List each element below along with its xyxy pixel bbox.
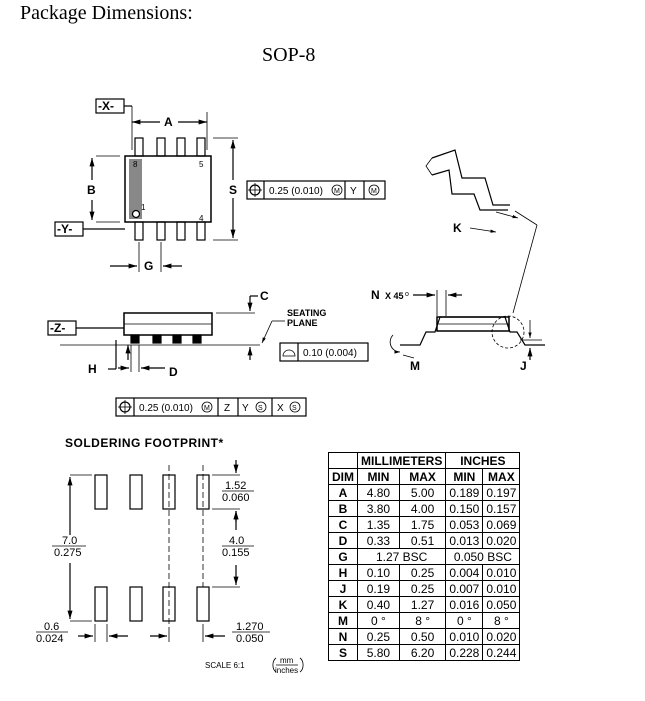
dim-06-mm: 0.6 bbox=[44, 621, 60, 633]
label-s: S bbox=[229, 183, 238, 197]
value-cell: 0.25 bbox=[358, 629, 400, 645]
bottom-frame-d3: X bbox=[277, 403, 284, 414]
value-cell: 1.27 bbox=[399, 597, 445, 613]
dim-cell: J bbox=[329, 581, 358, 597]
dim-127-in: 0.050 bbox=[236, 633, 264, 645]
bottom-frame-d1: Z bbox=[224, 403, 231, 414]
label-g: G bbox=[144, 259, 154, 273]
table-row bbox=[329, 581, 520, 597]
label-m: M bbox=[410, 359, 420, 373]
value-cell: 0.010 bbox=[483, 565, 520, 581]
value-cell: 0.010 bbox=[446, 629, 483, 645]
table-row bbox=[329, 549, 520, 565]
value-cell: 0.10 bbox=[358, 565, 400, 581]
value-cell: 3.80 bbox=[358, 501, 400, 517]
pin8-label: 8 bbox=[133, 160, 138, 169]
header-in-max: MAX bbox=[483, 469, 520, 485]
value-cell: 0.020 bbox=[483, 629, 520, 645]
label-n-suffix: X 45 bbox=[385, 291, 404, 301]
svg-text:M: M bbox=[371, 188, 377, 195]
label-j: J bbox=[520, 359, 527, 373]
value-cell: 0.053 bbox=[446, 517, 483, 533]
value-cell: 4.00 bbox=[399, 501, 445, 517]
top-view bbox=[55, 99, 385, 272]
label-a: A bbox=[164, 115, 173, 129]
value-cell: 0 ° bbox=[446, 613, 483, 629]
unit-inches: inches bbox=[275, 666, 299, 675]
label-c: C bbox=[260, 289, 269, 303]
table-row bbox=[329, 517, 520, 533]
value-cell: 0.25 bbox=[399, 581, 445, 597]
value-cell: 0.020 bbox=[483, 533, 520, 549]
seating-plane-2: PLANE bbox=[287, 318, 318, 328]
dim-cell: K bbox=[329, 597, 358, 613]
datum-x-label: -X- bbox=[98, 99, 114, 113]
value-cell: 1.27 BSC bbox=[358, 549, 446, 565]
svg-text:M: M bbox=[204, 405, 210, 412]
value-cell: 6.20 bbox=[399, 645, 445, 661]
svg-text:M: M bbox=[334, 188, 340, 195]
table-row bbox=[329, 485, 520, 501]
datum-y-label: -Y- bbox=[57, 222, 73, 236]
value-cell: 0.013 bbox=[446, 533, 483, 549]
table-row bbox=[329, 597, 520, 613]
top-frame-tol: 0.25 (0.010) bbox=[269, 186, 323, 197]
bottom-frame-d2: Y bbox=[242, 403, 249, 414]
header-mm-min: MIN bbox=[358, 469, 400, 485]
value-cell: 0.228 bbox=[446, 645, 483, 661]
value-cell: 0.050 BSC bbox=[446, 549, 520, 565]
dim-70-mm: 7.0 bbox=[62, 535, 78, 547]
value-cell: 0.197 bbox=[483, 485, 520, 501]
value-cell: 0.25 bbox=[399, 565, 445, 581]
datum-z-label: -Z- bbox=[50, 321, 66, 335]
value-cell: 0.40 bbox=[358, 597, 400, 613]
value-cell: 0.189 bbox=[446, 485, 483, 501]
value-cell: 0.004 bbox=[446, 565, 483, 581]
dim-cell: D bbox=[329, 533, 358, 549]
dim-cell: M bbox=[329, 613, 358, 629]
dim-70-in: 0.275 bbox=[54, 547, 82, 559]
pin5-label: 5 bbox=[199, 160, 204, 169]
value-cell: 0.244 bbox=[483, 645, 520, 661]
table-row bbox=[329, 501, 520, 517]
label-n: N bbox=[371, 288, 380, 302]
header-mm-max: MAX bbox=[399, 469, 445, 485]
top-frame-datum: Y bbox=[350, 186, 357, 197]
svg-text:S: S bbox=[292, 405, 297, 412]
value-cell: 0.150 bbox=[446, 501, 483, 517]
dim-40-mm: 4.0 bbox=[229, 535, 245, 547]
pin4-label: 4 bbox=[199, 214, 204, 223]
table-row bbox=[329, 533, 520, 549]
value-cell: 0 ° bbox=[358, 613, 400, 629]
value-cell: 1.35 bbox=[358, 517, 400, 533]
end-view bbox=[390, 150, 545, 360]
footprint-title: SOLDERING FOOTPRINT* bbox=[65, 436, 224, 450]
label-d: D bbox=[169, 365, 178, 379]
value-cell: 0.069 bbox=[483, 517, 520, 533]
value-cell: 1.75 bbox=[399, 517, 445, 533]
dim-cell: N bbox=[329, 629, 358, 645]
scale-label: SCALE 6:1 bbox=[205, 661, 245, 670]
value-cell: 0.016 bbox=[446, 597, 483, 613]
dim-cell: G bbox=[329, 549, 358, 565]
bottom-frame-tol: 0.25 (0.010) bbox=[139, 403, 193, 414]
value-cell: 0.050 bbox=[483, 597, 520, 613]
table-row bbox=[329, 629, 520, 645]
label-b: B bbox=[87, 183, 96, 197]
dimension-table bbox=[328, 452, 520, 661]
dim-06-in: 0.024 bbox=[36, 633, 64, 645]
seating-plane-1: SEATING bbox=[287, 308, 327, 318]
svg-text:S: S bbox=[258, 405, 263, 412]
dim-152-in: 0.060 bbox=[222, 492, 250, 504]
dim-cell: C bbox=[329, 517, 358, 533]
dim-40-in: 0.155 bbox=[222, 547, 250, 559]
value-cell: 0.157 bbox=[483, 501, 520, 517]
dim-cell: B bbox=[329, 501, 358, 517]
value-cell: 0.33 bbox=[358, 533, 400, 549]
table-row bbox=[329, 613, 520, 629]
value-cell: 5.00 bbox=[399, 485, 445, 501]
value-cell: 0.51 bbox=[399, 533, 445, 549]
table-row bbox=[329, 645, 520, 661]
dim-152-mm: 1.52 bbox=[225, 480, 247, 492]
table-row bbox=[329, 565, 520, 581]
value-cell: 0.50 bbox=[399, 629, 445, 645]
svg-text:o: o bbox=[405, 291, 409, 298]
value-cell: 0.007 bbox=[446, 581, 483, 597]
header-millimeters: MILLIMETERS bbox=[358, 453, 446, 469]
value-cell: 8 ° bbox=[399, 613, 445, 629]
dim-127-mm: 1.270 bbox=[236, 621, 264, 633]
value-cell: 0.19 bbox=[358, 581, 400, 597]
page-heading: Package Dimensions: bbox=[20, 2, 193, 24]
header-inches: INCHES bbox=[446, 453, 520, 469]
label-h: H bbox=[88, 362, 97, 376]
value-cell: 5.80 bbox=[358, 645, 400, 661]
flatness-value: 0.10 (0.004) bbox=[303, 348, 357, 359]
header-dim: DIM bbox=[329, 469, 358, 485]
dim-cell: S bbox=[329, 645, 358, 661]
value-cell: 8 ° bbox=[483, 613, 520, 629]
package-title: SOP-8 bbox=[262, 44, 316, 66]
value-cell: 0.010 bbox=[483, 581, 520, 597]
unit-mm: mm bbox=[280, 656, 294, 665]
pin1-label: 1 bbox=[141, 203, 146, 212]
label-k: K bbox=[453, 221, 462, 235]
dim-cell: H bbox=[329, 565, 358, 581]
dim-cell: A bbox=[329, 485, 358, 501]
header-in-min: MIN bbox=[446, 469, 483, 485]
value-cell: 4.80 bbox=[358, 485, 400, 501]
